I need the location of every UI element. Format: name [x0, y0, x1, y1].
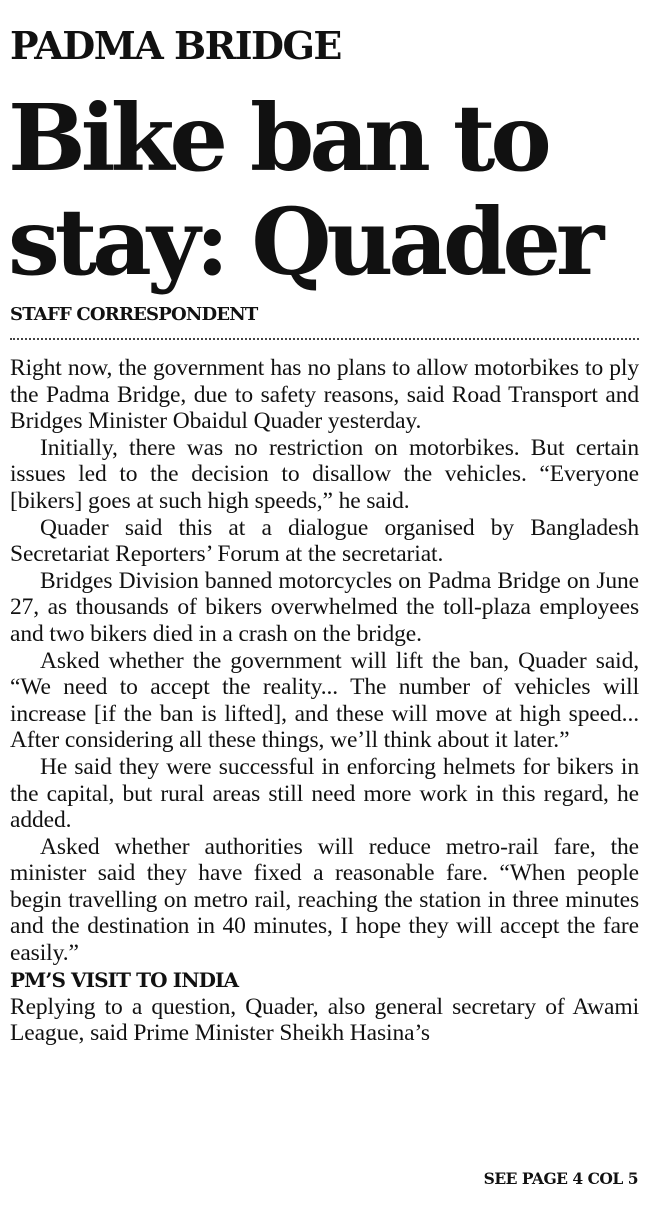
headline-line-2: stay: Quader — [8, 188, 600, 296]
headline — [8, 86, 648, 294]
paragraph-2: Initially, there was no restriction on motorbikes. But certain issues led to the decision to disallow the vehicles. “Everyone [bikers] goes at such high speeds,” he said. — [10, 434, 639, 514]
dotted-divider — [10, 338, 639, 340]
byline: STAFF CORRESPONDENT — [10, 304, 258, 325]
paragraph-6: He said they were successful in enforcing helmets for bikers in the capital, but rural areas still need more work in this regard, he added. — [10, 753, 639, 834]
headline-line-1: Bike ban to — [8, 84, 547, 192]
paragraph-5: Asked whether the government will lift the ban, Quader said, “We need to accept the reality... The number of vehicles will increase [if the ban is lifted], and these will move at high speed... After considering all these things, we’ll think about it later.” — [10, 647, 639, 754]
paragraph-8: Replying to a question, Quader, also general secretary of Awami League, said Prime Minister Sheikh Hasina’s — [10, 993, 639, 1047]
paragraph-1: Right now, the government has no plans to allow motorbikes to ply the Padma Bridge, due to safety reasons, said Road Transport and Bridges Minister Obaidul Quader yesterday. — [10, 355, 639, 435]
paragraph-3: Quader said this at a dialogue organised by Bangladesh Secretariat Reporters’ Forum at the secretariat. — [10, 514, 639, 568]
article-body — [10, 355, 639, 1047]
paragraph-7: Asked whether authorities will reduce metro-rail fare, the minister said they have fixed a reasonable fare. “When people begin travelling on metro rail, reaching the station in three minutes and the destination in 40 minutes, I hope they will accept the fare easily.” — [10, 833, 639, 967]
paragraph-4: Bridges Division banned motorcycles on Padma Bridge on June 27, as thousands of bikers overwhelmed the toll-plaza employees and two bikers died in a crash on the bridge. — [10, 567, 639, 647]
kicker: PADMA BRIDGE — [10, 23, 341, 68]
subhead: PM’S VISIT TO INDIA — [10, 967, 239, 992]
continuation-jump-line: SEE PAGE 4 COL 5 — [483, 1169, 638, 1188]
